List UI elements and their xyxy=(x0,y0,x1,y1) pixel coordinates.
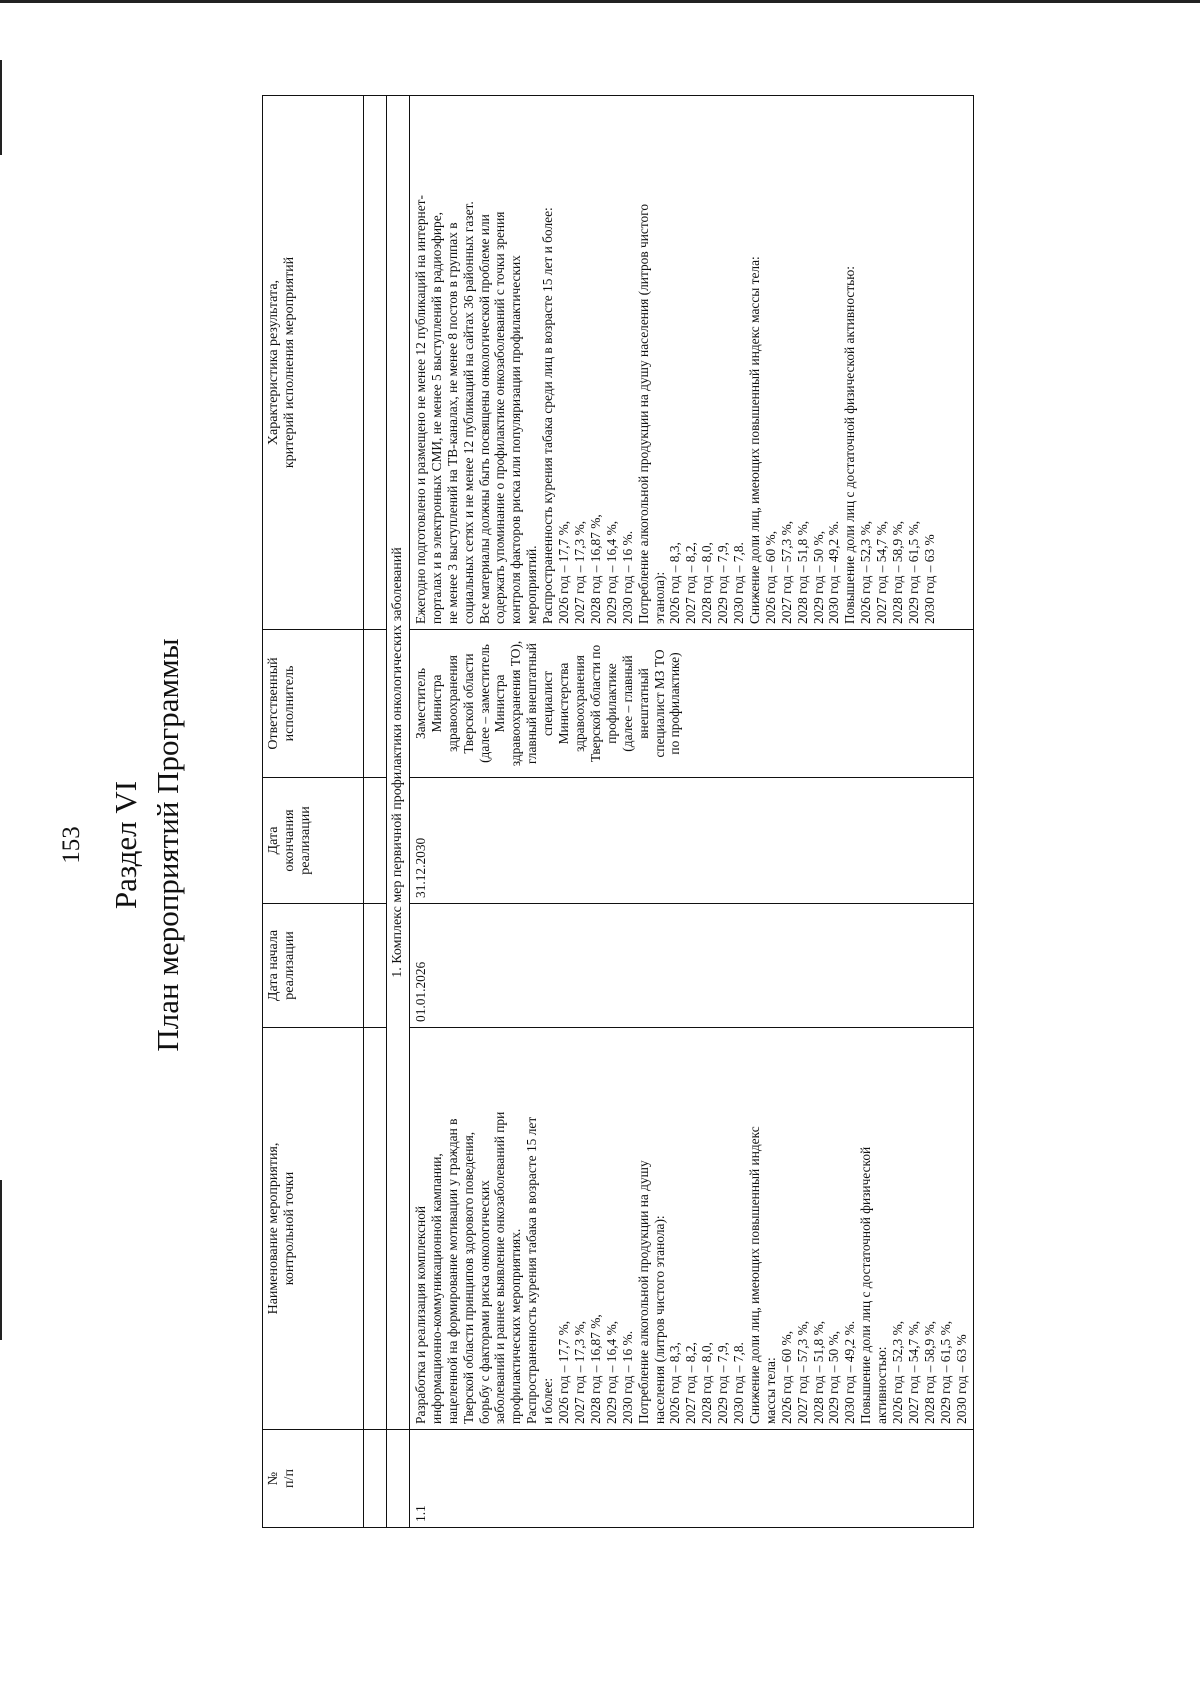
row-name-line: 2026 год – 17,7 %, xyxy=(556,1320,572,1424)
row-name-line: 2028 год – 8,0, xyxy=(699,1342,715,1424)
row-name xyxy=(409,1028,973,1430)
row-responsible-line: (далее – заместитель xyxy=(476,644,492,763)
row-name-line: 2027 год – 17,3 %, xyxy=(571,1320,587,1424)
row-name-line: Потребление алкогольной продукции на душу xyxy=(635,1160,651,1424)
row-name-line: 2027 год – 57,3 %, xyxy=(794,1320,810,1424)
row-responsible-line: Министра xyxy=(428,674,444,733)
row-name-line: 2029 год – 61,5 %, xyxy=(937,1320,953,1424)
row-responsible-line: (далее – главный xyxy=(619,655,635,752)
row-name-line: 2028 год – 58,9 %, xyxy=(921,1320,937,1424)
row-name-line: 2030 год – 16 %. xyxy=(619,1330,635,1424)
row-responsible-line: специалист МЗ ТО xyxy=(651,649,667,758)
row-name-line: заболеваний и раннее выявление онкозаболеваний при xyxy=(492,1111,508,1424)
row-name-line: 2027 год – 54,7 %, xyxy=(906,1320,921,1424)
row-name-line: и более: xyxy=(540,1377,556,1424)
row-result-line: контроля факторов риска или популяризации профилактических xyxy=(508,255,524,624)
row-responsible xyxy=(409,630,973,778)
row-result-line: 2029 год – 7,9, xyxy=(715,542,731,624)
row-name-line: Распространенность курения табака в возрасте 15 лет xyxy=(524,1116,540,1424)
row-result-line: 2026 год – 8,3, xyxy=(667,542,683,624)
row-name-line: массы тела: xyxy=(762,1357,778,1424)
row-responsible-line: по профилактике) xyxy=(667,652,683,755)
row-result-line: Потребление алкогольной продукции на душу населения (литров чистого xyxy=(635,203,651,624)
section-num-cell xyxy=(387,1430,410,1528)
row-name-line: 2027 год – 8,2, xyxy=(683,1342,699,1424)
row-result-line: этанола): xyxy=(651,571,667,624)
row-result-line: не менее 3 выступлений на ТВ-каналах, не менее 8 постов в группах в xyxy=(444,222,460,624)
row-name-line: 2029 год – 7,9, xyxy=(715,1342,731,1424)
row-result-line: Распространенность курения табака среди лиц в возрасте 15 лет и более: xyxy=(540,207,556,624)
row-name-line: борьбу с факторами риска онкологических xyxy=(476,1180,492,1424)
row-responsible-line: профилактике xyxy=(603,663,619,744)
row-name-line: 2029 год – 16,4 %, xyxy=(603,1320,619,1424)
row-result-line: 2026 год – 17,7 %, xyxy=(556,520,572,624)
row-result-line: 2030 год – 63 % xyxy=(921,534,937,624)
table-row xyxy=(409,96,973,1528)
row-name-line: информационно-коммуникационной кампании, xyxy=(428,1153,444,1424)
row-name-line: 2026 год – 60 %, xyxy=(778,1330,794,1424)
row-name-line: 2028 год – 51,8 %, xyxy=(810,1320,826,1424)
row-name-line: Повышение доли лиц с достаточной физической xyxy=(858,1146,874,1424)
row-result-line: порталах и в электронных СМИ, не менее 5 выступлений в радиоэфире, xyxy=(428,212,444,624)
header-start-date: Дата начала реализации xyxy=(263,904,364,1028)
row-result-line: 2027 год – 57,3 %, xyxy=(778,520,794,624)
row-result-line: 2030 год – 49,2 %. xyxy=(826,520,842,624)
row-result-line: 2028 год – 58,9 %, xyxy=(890,520,906,624)
header-name: Наименование мероприятия, контрольной точки xyxy=(263,1028,364,1430)
row-result xyxy=(409,96,973,630)
row-responsible-line: Министерства xyxy=(556,662,572,745)
row-result-line: 2028 год – 51,8 %, xyxy=(794,520,810,624)
row-result-line: 2027 год – 17,3 %, xyxy=(571,520,587,624)
row-name-line: активностью: xyxy=(874,1346,890,1424)
row-result-line: Ежегодно подготовлено и размещено не менее 12 публикаций на интернет- xyxy=(412,195,428,624)
row-name-line: 2030 год – 7,8. xyxy=(731,1342,747,1424)
row-name-line: 2026 год – 8,3, xyxy=(667,1342,683,1424)
row-name-line: профилактических мероприятиях. xyxy=(508,1228,524,1424)
row-name-line: нацеленной на формирование мотивации у граждан в xyxy=(444,1118,460,1424)
action-plan-table xyxy=(262,95,974,1528)
row-result-line: 2026 год – 60 %, xyxy=(762,530,778,624)
row-result-line: 2027 год – 8,2, xyxy=(683,542,699,624)
row-result-line: 2029 год – 50 %, xyxy=(810,530,826,624)
row-num: 1.1 xyxy=(409,1430,973,1528)
section-heading: 1. Комплекс мер первичной профилактики онкологических заболеваний xyxy=(387,96,410,1430)
table-section-row xyxy=(387,96,410,1528)
row-result-line: Снижение доли лиц, имеющих повышенный индекс массы тела: xyxy=(746,256,762,624)
row-result-line: 2030 год – 16 %. xyxy=(619,530,635,624)
row-result-line: 2029 год – 16,4 %, xyxy=(603,520,619,624)
row-name-line: Тверской области принципов здорового поведения, xyxy=(460,1131,476,1424)
row-name-line: 2026 год – 52,3 %, xyxy=(890,1320,906,1424)
row-name-line: 2030 год – 63 % xyxy=(953,1334,969,1424)
row-name-line: Снижение доли лиц, имеющих повышенный индекс xyxy=(746,1126,762,1424)
plan-title: План мероприятий Программы xyxy=(150,638,185,1052)
row-name-line: 2028 год – 16,87 %, xyxy=(587,1314,603,1424)
table-header-row xyxy=(263,96,364,1528)
row-name-line: населения (литров чистого этанола): xyxy=(651,1215,667,1424)
header-num: № п/п xyxy=(263,1430,364,1528)
row-result-line: 2028 год – 16,87 %, xyxy=(587,514,603,624)
row-result-line: 2028 год – 8,0, xyxy=(699,542,715,624)
row-result-line: социальных сетях и не менее 12 публикаций на сайтах 36 районных газет. xyxy=(460,201,476,624)
row-result-line: мероприятий. xyxy=(524,545,540,624)
row-result-line: 2029 год – 61,5 %, xyxy=(906,520,921,624)
header-result: Характеристика результата, критерий исполнения мероприятий xyxy=(263,96,364,630)
row-responsible-line: здравоохранения xyxy=(571,655,587,752)
header-end-date: Дата окончания реализации xyxy=(263,778,364,904)
row-name-line: 2029 год – 50 %, xyxy=(826,1330,842,1424)
row-result-line: Все материалы должны быть посвящены онкологической проблеме или xyxy=(476,214,492,624)
row-responsible-line: Министра xyxy=(492,674,508,733)
row-result-line: 2030 год – 7,8. xyxy=(731,542,747,624)
row-responsible-line: внештатный xyxy=(635,668,651,739)
section-title: Раздел VI xyxy=(108,780,143,910)
row-result-line: Повышение доли лиц с достаточной физической активностью: xyxy=(842,266,858,624)
table-gap-row xyxy=(364,96,387,1528)
row-responsible-line: здравоохранения ТО), xyxy=(508,640,524,767)
row-responsible-line: Тверской области по xyxy=(587,644,603,763)
row-responsible-line: Тверской области xyxy=(460,653,476,754)
row-responsible-line: Заместитель xyxy=(412,668,428,739)
row-result-line: 2026 год – 52,3 %, xyxy=(858,520,874,624)
row-name-line: 2030 год – 49,2 %. xyxy=(842,1320,858,1424)
header-responsible: Ответственный исполнитель xyxy=(263,630,364,778)
row-start-date: 01.01.2026 xyxy=(409,904,973,1028)
page-number: 153 xyxy=(58,826,85,864)
row-responsible-line: главный внештатный xyxy=(524,643,540,764)
row-name-line: Разработка и реализация комплексной xyxy=(412,1205,428,1424)
row-result-line: 2027 год – 54,7 %, xyxy=(874,520,890,624)
row-result-line: содержать упоминание о профилактике онкозаболеваний с точки зрения xyxy=(492,211,508,624)
row-end-date: 31.12.2030 xyxy=(409,778,973,904)
row-responsible-line: здравоохранения xyxy=(444,655,460,752)
row-responsible-line: специалист xyxy=(540,670,556,737)
